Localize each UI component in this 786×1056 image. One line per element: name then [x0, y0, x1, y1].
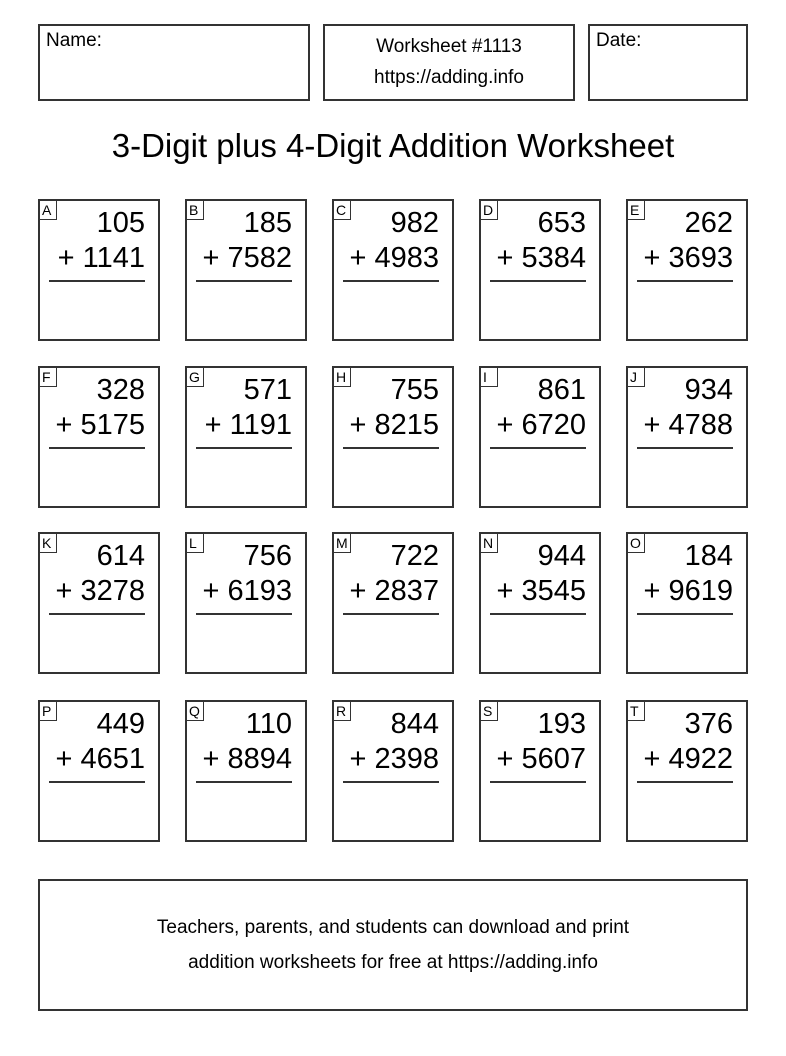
problem-letter: Q	[187, 702, 204, 721]
answer-rule	[490, 447, 586, 449]
answer-rule	[490, 781, 586, 783]
problem-top-number: 571	[243, 374, 292, 406]
problem-top-number: 722	[390, 540, 439, 572]
problem-addend: + 3278	[55, 575, 145, 607]
problem-letter: G	[187, 368, 204, 387]
problem-addend: + 6720	[496, 409, 586, 441]
answer-rule	[49, 781, 145, 783]
problem-addend: + 5384	[496, 242, 586, 274]
problem-card	[332, 199, 454, 341]
problem-top-number: 376	[684, 708, 733, 740]
problem-addend: + 1191	[204, 409, 292, 441]
answer-rule	[49, 613, 145, 615]
answer-rule	[343, 781, 439, 783]
answer-rule	[637, 280, 733, 282]
problem-top-number: 193	[537, 708, 586, 740]
problem-addend: + 5175	[55, 409, 145, 441]
answer-rule	[343, 280, 439, 282]
worksheet-number: Worksheet #1113	[376, 36, 522, 57]
problem-top-number: 653	[537, 207, 586, 239]
problem-addend: + 4651	[55, 743, 145, 775]
problem-letter: K	[40, 534, 57, 553]
problem-top-number: 185	[243, 207, 292, 239]
problem-addend: + 6193	[202, 575, 292, 607]
answer-rule	[196, 613, 292, 615]
answer-rule	[196, 280, 292, 282]
problem-letter: I	[481, 368, 498, 387]
problem-card	[185, 199, 307, 341]
problem-letter: O	[628, 534, 645, 553]
problem-card	[626, 366, 748, 508]
problem-addend: + 7582	[202, 242, 292, 274]
problem-top-number: 934	[684, 374, 733, 406]
problem-addend: + 4922	[643, 743, 733, 775]
answer-rule	[343, 447, 439, 449]
problem-card	[626, 199, 748, 341]
problem-addend: + 2398	[349, 743, 439, 775]
problem-card	[185, 700, 307, 842]
problem-letter: C	[334, 201, 351, 220]
worksheet-site-url: https://adding.info	[374, 67, 524, 88]
answer-rule	[637, 781, 733, 783]
problem-card	[479, 700, 601, 842]
problem-card	[479, 532, 601, 674]
answer-rule	[490, 280, 586, 282]
answer-rule	[196, 447, 292, 449]
answer-rule	[637, 613, 733, 615]
problem-addend: + 5607	[496, 743, 586, 775]
problem-card	[479, 366, 601, 508]
problem-addend: + 4983	[349, 242, 439, 274]
problem-letter: N	[481, 534, 498, 553]
problem-letter: B	[187, 201, 204, 220]
problem-letter: P	[40, 702, 57, 721]
date-field[interactable]	[588, 24, 748, 101]
page-title: 3-Digit plus 4-Digit Addition Worksheet	[111, 127, 675, 164]
answer-rule	[343, 613, 439, 615]
problem-top-number: 861	[537, 374, 586, 406]
problem-top-number: 756	[243, 540, 292, 572]
problem-top-number: 755	[390, 374, 439, 406]
problem-card	[185, 366, 307, 508]
name-label: Name:	[46, 30, 102, 51]
problem-card	[185, 532, 307, 674]
answer-rule	[490, 613, 586, 615]
problem-letter: D	[481, 201, 498, 220]
answer-rule	[196, 781, 292, 783]
problem-letter: F	[40, 368, 57, 387]
footer-line-1: Teachers, parents, and students can download and print	[156, 917, 630, 938]
date-label: Date:	[596, 30, 642, 51]
problem-card	[38, 366, 160, 508]
footer-line-2: addition worksheets for free at https://adding.info	[188, 952, 598, 973]
problem-top-number: 105	[96, 207, 145, 239]
problem-top-number: 110	[245, 708, 292, 740]
problem-letter: M	[334, 534, 351, 553]
problem-card	[332, 700, 454, 842]
problem-top-number: 844	[390, 708, 439, 740]
problem-letter: L	[187, 534, 204, 553]
problem-letter: A	[40, 201, 57, 220]
problem-letter: S	[481, 702, 498, 721]
worksheet-info-box	[323, 24, 575, 101]
problem-card	[626, 532, 748, 674]
problem-top-number: 944	[537, 540, 586, 572]
answer-rule	[637, 447, 733, 449]
problem-card	[38, 700, 160, 842]
name-field[interactable]	[38, 24, 310, 101]
problem-letter: T	[628, 702, 645, 721]
problem-card	[626, 700, 748, 842]
problem-addend: + 8894	[202, 743, 292, 775]
problem-letter: R	[334, 702, 351, 721]
problem-card	[38, 199, 160, 341]
problem-addend: + 4788	[643, 409, 733, 441]
answer-rule	[49, 280, 145, 282]
problem-addend: + 9619	[643, 575, 733, 607]
problem-letter: E	[628, 201, 645, 220]
problem-top-number: 449	[96, 708, 145, 740]
problem-card	[332, 532, 454, 674]
answer-rule	[49, 447, 145, 449]
problem-addend: + 1141	[57, 242, 145, 274]
problem-card	[479, 199, 601, 341]
problem-card	[38, 532, 160, 674]
problem-addend: + 2837	[349, 575, 439, 607]
problem-letter: J	[628, 368, 645, 387]
footer-box	[38, 879, 748, 1011]
problem-addend: + 3693	[643, 242, 733, 274]
problem-top-number: 184	[684, 540, 733, 572]
problem-top-number: 614	[96, 540, 145, 572]
problem-top-number: 262	[684, 207, 733, 239]
problem-letter: H	[334, 368, 351, 387]
problem-top-number: 328	[96, 374, 145, 406]
problem-top-number: 982	[390, 207, 439, 239]
problem-addend: + 8215	[349, 409, 439, 441]
problem-addend: + 3545	[496, 575, 586, 607]
problem-card	[332, 366, 454, 508]
